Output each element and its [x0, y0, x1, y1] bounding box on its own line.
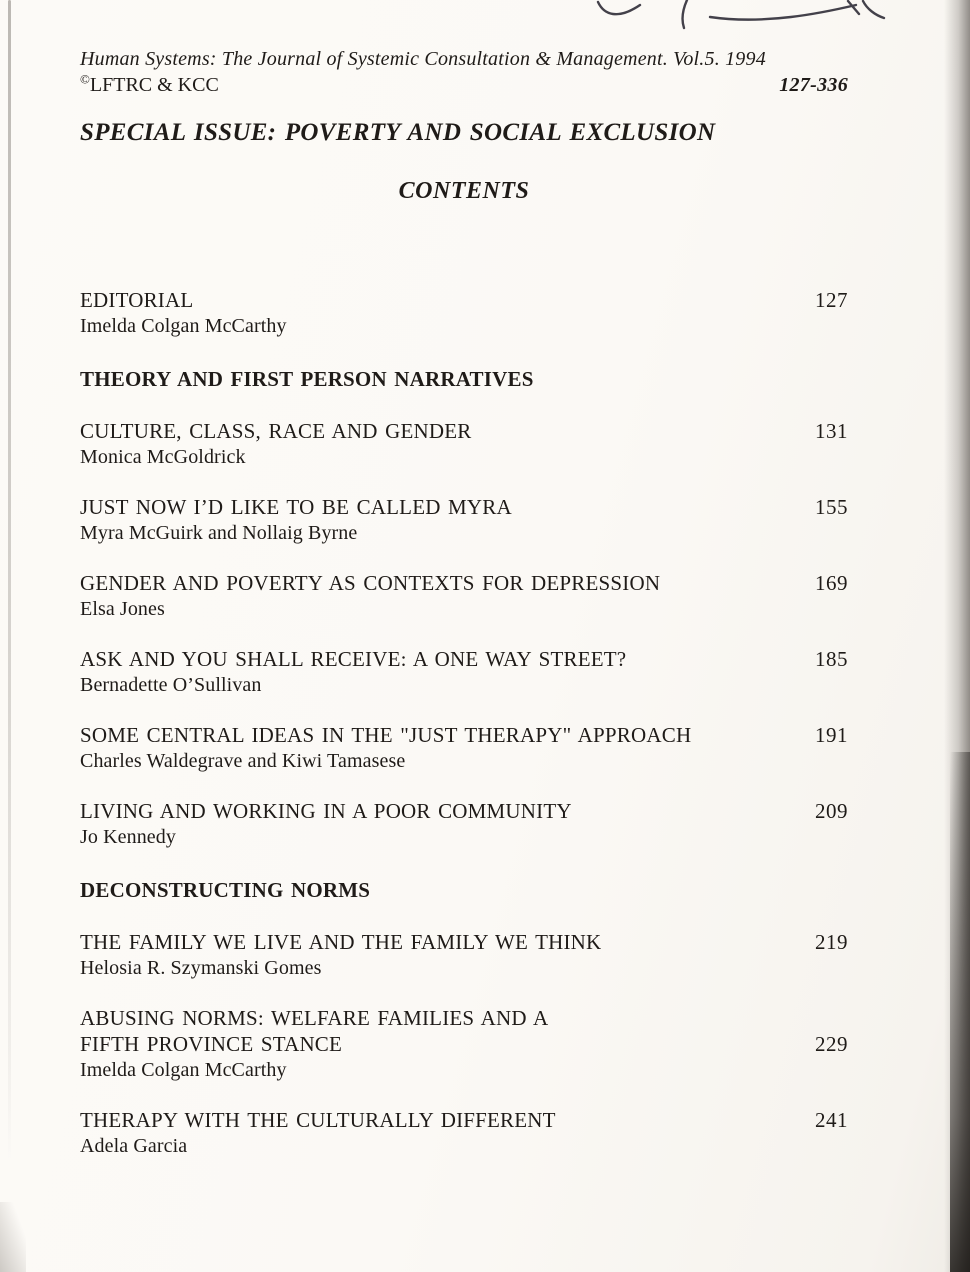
pen-scribble-mark	[560, 0, 920, 42]
entry-page-number: 185	[815, 647, 848, 671]
entry-title-line	[80, 418, 848, 444]
special-issue-title: SPECIAL ISSUE: POVERTY AND SOCIAL EXCLUSION	[80, 119, 716, 146]
entry-page-number: 191	[815, 723, 848, 747]
toc-section	[80, 877, 848, 1159]
entry-authors: Imelda Colgan McCarthy	[80, 1059, 287, 1081]
toc-entry	[80, 287, 848, 339]
entry-authors: Monica McGoldrick	[80, 446, 246, 468]
scan-edge-right-shadow	[944, 0, 970, 1272]
entry-title-line	[80, 494, 848, 520]
entry-title-line	[80, 1031, 848, 1057]
toc-entry	[80, 1107, 848, 1159]
toc-section	[80, 287, 848, 339]
entry-title-text: THERAPY WITH THE CULTURALLY DIFFERENT	[80, 1108, 556, 1132]
entry-title-text: GENDER AND POVERTY AS CONTEXTS FOR DEPRESSION	[80, 571, 661, 595]
entry-title-line	[80, 929, 848, 955]
toc-entry	[80, 494, 848, 546]
entry-title-text: ABUSING NORMS: WELFARE FAMILIES AND A	[80, 1006, 549, 1030]
issue-page-range: 127-336	[779, 74, 848, 96]
entry-title-line	[80, 1005, 848, 1031]
entry-authors: Imelda Colgan McCarthy	[80, 315, 287, 337]
entry-authors: Adela Garcia	[80, 1135, 188, 1157]
toc-entry	[80, 570, 848, 622]
entry-authors: Bernadette O’Sullivan	[80, 674, 262, 696]
toc-entry	[80, 646, 848, 698]
entry-page-number: 229	[815, 1032, 848, 1056]
toc-entry	[80, 929, 848, 981]
entry-title-text: ASK AND YOU SHALL RECEIVE: A ONE WAY STREET?	[80, 647, 627, 671]
toc-section	[80, 366, 848, 850]
entry-title-text: LIVING AND WORKING IN A POOR COMMUNITY	[80, 799, 572, 823]
entry-title-text: SOME CENTRAL IDEAS IN THE "JUST THERAPY" APPROACH	[80, 723, 692, 747]
entry-page-number: 155	[815, 495, 848, 519]
entry-title-line	[80, 722, 848, 748]
entry-title-text: EDITORIAL	[80, 288, 194, 312]
entry-title-text: FIFTH PROVINCE STANCE	[80, 1032, 343, 1056]
entry-page-number: 127	[815, 288, 848, 312]
entry-title-line	[80, 798, 848, 824]
table-of-contents	[80, 287, 848, 1159]
entry-page-number: 169	[815, 571, 848, 595]
entry-page-number: 241	[815, 1108, 848, 1132]
contents-heading: CONTENTS	[398, 178, 530, 204]
entry-authors: Helosia R. Szymanski Gomes	[80, 957, 322, 979]
entry-title-line	[80, 1107, 848, 1133]
entry-title-line	[80, 287, 848, 313]
entry-authors: Myra McGuirk and Nollaig Byrne	[80, 522, 358, 544]
entry-title-line	[80, 570, 848, 596]
entry-page-number: 209	[815, 799, 848, 823]
entry-page-number: 219	[815, 930, 848, 954]
section-heading: THEORY AND FIRST PERSON NARRATIVES	[80, 367, 534, 391]
journal-title: Human Systems: The Journal of Systemic Consultation & Management. Vol.5. 1994	[80, 48, 766, 70]
entry-authors: Jo Kennedy	[80, 826, 176, 848]
scan-edge-left-line	[8, 0, 11, 1160]
entry-title-line	[80, 646, 848, 672]
entry-title-text: THE FAMILY WE LIVE AND THE FAMILY WE THINK	[80, 930, 602, 954]
toc-entry	[80, 1005, 848, 1083]
copyright-row	[80, 72, 848, 98]
scan-corner-smudge	[0, 1202, 26, 1272]
copyright-symbol: ©	[80, 71, 90, 87]
copyright-line	[80, 72, 219, 98]
entry-title-text: JUST NOW I’D LIKE TO BE CALLED MYRA	[80, 495, 512, 519]
entry-title-text: CULTURE, CLASS, RACE AND GENDER	[80, 419, 472, 443]
page-content	[80, 46, 848, 1183]
entry-authors: Elsa Jones	[80, 598, 165, 620]
toc-entry	[80, 798, 848, 850]
toc-entry	[80, 418, 848, 470]
organization-name: LFTRC & KCC	[89, 74, 219, 96]
entry-page-number: 131	[815, 419, 848, 443]
entry-authors: Charles Waldegrave and Kiwi Tamasese	[80, 750, 406, 772]
toc-entry	[80, 722, 848, 774]
section-heading: DECONSTRUCTING NORMS	[80, 878, 371, 902]
